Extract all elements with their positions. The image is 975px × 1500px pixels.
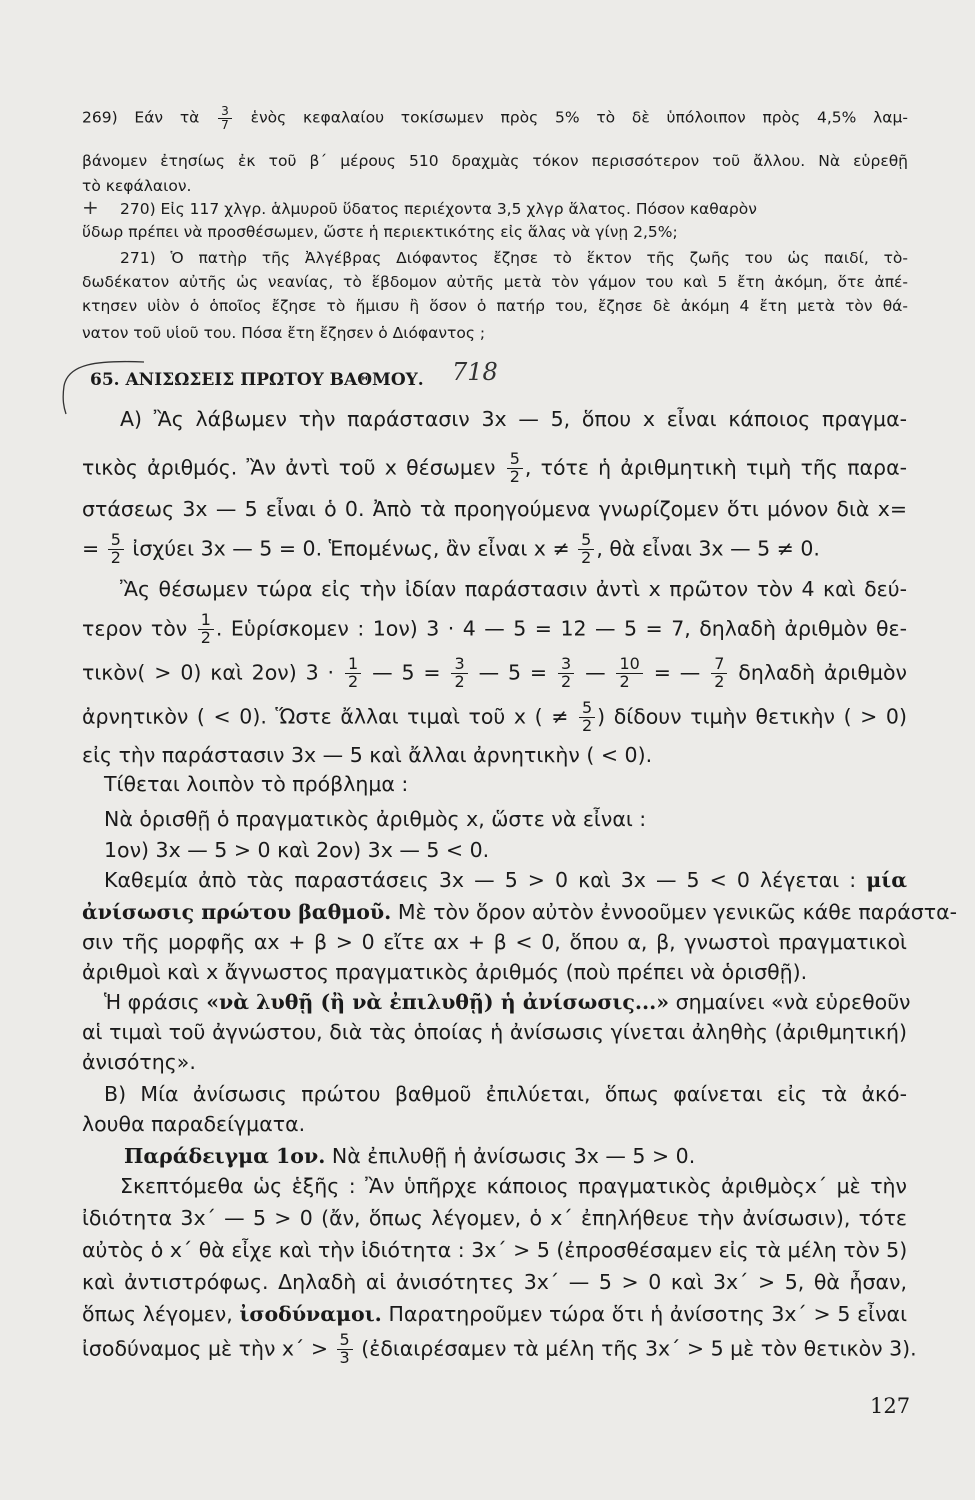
partA-line16: ἀριθμοὶ καὶ x ἄγνωστος πραγματικὸς ἀριθμός (ποὺ πρέπει νὰ ὁρισθῇ). <box>82 960 808 984</box>
fraction-1-2: $\frac{1}{2}$ <box>198 612 214 647</box>
partA-line9: εἰς τὴν παράστασιν 3x — 5 καὶ ἄλλαι ἀρνητικὴν ( < 0). <box>82 743 653 767</box>
partB-line2: λουθα παραδείγματα. <box>82 1112 306 1136</box>
partA-line1: Α) Ἂς λάβωμεν τὴν παράστασιν 3x — 5, ὅπου x εἶναι κάποιος πραγμα- <box>120 407 907 431</box>
partA-line17: Ἡ φράσις «νὰ λυθῇ (ἢ νὰ ἐπιλυθῇ) ἡ ἀνίσωσις...» σημαίνει «νὰ εὑρεθοῦν <box>104 990 911 1014</box>
partA-line15: σιν τῆς μορφῆς αx + β > 0 εἴτε αx + β < 0, ὅπου α, β, γνωστοὶ πραγματικοὶ <box>82 930 907 954</box>
partB-line3: Σκεπτόμεθα ὡς ἑξῆς : Ἂν ὑπῆρχε κάποιος πραγματικὸς ἀριθμὸςx΄ μὲ τὴν <box>120 1174 907 1198</box>
partB-line5: αὐτὸς ὁ x΄ θὰ εἶχε καὶ τὴν ἰδιότητα : 3x΄ > 5 (ἐπροσθέσαμεν εἰς τὰ μέλη τὸν 5) <box>82 1238 908 1262</box>
partA-line12: 1ον) 3x — 5 > 0 καὶ 2ον) 3x — 5 < 0. <box>104 838 490 862</box>
partA-line10: Τίθεται λοιπὸν τὸ πρόβλημα : <box>104 772 409 796</box>
ex270-line2: ὕδωρ πρέπει νὰ προσθέσωμεν, ὥστε ἡ περιεκτικότης εἰς ἅλας νὰ γίνῃ 2,5%; <box>82 223 678 241</box>
ex270-line1: 270) Εἰς 117 χλγρ. ἁλμυροῦ ὕδατος περιέχοντα 3,5 χλγρ ἅλατος. Πόσον καθαρὸν <box>120 200 757 218</box>
partA-line6: τερον τὸν $\frac{1}{2}$ . Εὑρίσκομεν : 1ον) 3 · 4 — 5 = 12 — 5 = 7, δηλαδὴ ἀριθμὸν θε- <box>82 610 907 647</box>
partA-line11: Νὰ ὁρισθῇ ὁ πραγματικὸς ἀριθμὸς x, ὥστε νὰ εἶναι : <box>104 807 647 831</box>
ex269-line2: βάνομεν ἐτησίως ἐκ τοῦ β΄ μέρους 510 δραχμὰς τόκον περισσότερον τοῦ ἄλλου. Νὰ εὑρεθῇ <box>82 152 908 170</box>
partB-line6: καὶ ἀντιστρόφως. Δηλαδὴ αἱ ἀνισότητες 3x΄ — 5 > 0 καὶ 3x΄ > 5, θὰ ἦσαν, <box>82 1270 907 1294</box>
ex269-line1: 269) Εάν τὰ $\frac{3}{7}$ ἑνὸς κεφαλαίου τοκίσωμεν πρὸς 5% τὸ δὲ ὑπόλοιπον πρὸς 4,5% λαμ- <box>82 104 908 132</box>
partA-line13: Καθεμία ἀπὸ τὰς παραστάσεις 3x — 5 > 0 καὶ 3x — 5 < 0 λέγεται : μία <box>104 868 907 892</box>
partA-line8: ἀρνητικὸν ( < 0). Ὥστε ἄλλαι τιμαὶ τοῦ x ( ≠ $\frac{5}{2}$ ) δίδουν τιμὴν θετικὴν ( > 0) <box>82 698 907 735</box>
partA-line19: ἀνισότης». <box>82 1050 196 1074</box>
fraction-5-2: $\frac{5}{2}$ <box>507 451 523 486</box>
ex271-line4: νατον τοῦ υἱοῦ του. Πόσα ἔτη ἔζησεν ὁ Διόφαντος ; <box>82 324 486 342</box>
partA-line5: Ἂς θέσωμεν τώρα εἰς τὴν ἰδίαν παράστασιν ἀντὶ x πρῶτον τὸν 4 καὶ δεύ- <box>120 577 907 601</box>
partA-line18: αἱ τιμαὶ τοῦ ἀγνώστου, διὰ τὰς ὁποίας ἡ ἀνίσωσις γίνεται ἀληθὴς (ἀριθμητική) <box>82 1020 907 1044</box>
fraction-5-3: $\frac{5}{3}$ <box>337 1332 353 1367</box>
partA-line14: ἀνίσωσις πρώτου βαθμοῦ. Μὲ τὸν ὅρον αὐτὸν ἐννοοῦμεν γενικῶς κάθε παράστα- <box>82 900 958 924</box>
handwritten-note: 718 <box>452 358 498 386</box>
partB-line4: ἰδιότητα 3x΄ — 5 > 0 (ἄν, ὅπως λέγομεν, ὁ x΄ ἐπηλήθευε τὴν ἀνίσωσιν), τότε <box>82 1206 907 1230</box>
partB-line7: ὅπως λέγομεν, ἰσοδύναμοι. Παρατηροῦμεν τώρα ὅτι ἡ ἀνίσοτης 3x΄ > 5 εἶναι <box>82 1302 907 1326</box>
partA-line3: στάσεως 3x — 5 εἶναι ὁ 0. Ἀπὸ τὰ προηγούμενα γνωρίζομεν ὅτι μόνον διὰ x= <box>82 497 907 521</box>
partA-line4: = $\frac{5}{2}$ ἰσχύει 3x — 5 = 0. Ἑπομένως, ἂν εἶναι x ≠ $\frac{5}{2}$ , θὰ εἶναι 3x — 5 ≠ 0. <box>82 530 820 567</box>
ex271-line2: δωδέκατον αὐτῆς ὡς νεανίας, τὸ ἕβδομον αὐτῆς μετὰ τὸν γάμον του καὶ 5 ἔτη ἀκόμη, ὅτε ἀπέ- <box>82 273 908 291</box>
partA-line7: τικὸν( > 0) καὶ 2ον) 3 · $\frac{1}{2}$ — 5 = $\frac{3}{2}$ — 5 = $\frac{3}{2}$ — $\frac{10}{2}$ = — $\frac{7}{2}$ δηλαδὴ ἀριθμὸν <box>82 654 907 691</box>
partB-line1: Β) Μία ἀνίσωσις πρώτου βαθμοῦ ἐπιλύεται, ὅπως φαίνεται εἰς τὰ ἀκό- <box>104 1082 907 1106</box>
ex271-line3: κτησεν υἱὸν ὁ ὁποῖος ἔζησε τὸ ἥμισυ ἢ ὅσον ὁ πατήρ του, ἔζησε δὲ ἀκόμη 4 ἔτη μετὰ τὸν θά- <box>82 297 908 315</box>
page-number: 127 <box>870 1394 911 1418</box>
section-heading: 65. ΑΝΙΣΩΣΕΙΣ ΠΡΩΤΟΥ ΒΑΘΜΟΥ. <box>90 370 424 390</box>
fraction-3-7: $\frac{3}{7}$ <box>218 105 232 131</box>
ex271-line1: 271) Ὁ πατὴρ τῆς Ἀλγέβρας Διόφαντος ἔζησε τὸ ἕκτον τῆς ζωῆς του ὡς παιδί, τὸ- <box>120 249 908 267</box>
partB-example1: Παράδειγμα 1ον. Νὰ ἐπιλυθῇ ἡ ἀνίσωσις 3x — 5 > 0. <box>124 1144 696 1168</box>
partA-line2: τικὸς ἀριθμός. Ἂν ἀντὶ τοῦ x θέσωμεν $\frac{5}{2}$ , τότε ἡ ἀριθμητικὴ τιμὴ τῆς παρα- <box>82 449 907 486</box>
handwritten-mark: + <box>82 195 99 219</box>
partB-line8: ἰσοδύναμος μὲ τὴν x΄ > $\frac{5}{3}$ (ἐδιαιρέσαμεν τὰ μέλη τῆς 3x΄ > 5 μὲ τὸν θετικὸν 3). <box>82 1330 917 1367</box>
ex269-line3: τὸ κεφάλαιον. <box>82 177 192 195</box>
